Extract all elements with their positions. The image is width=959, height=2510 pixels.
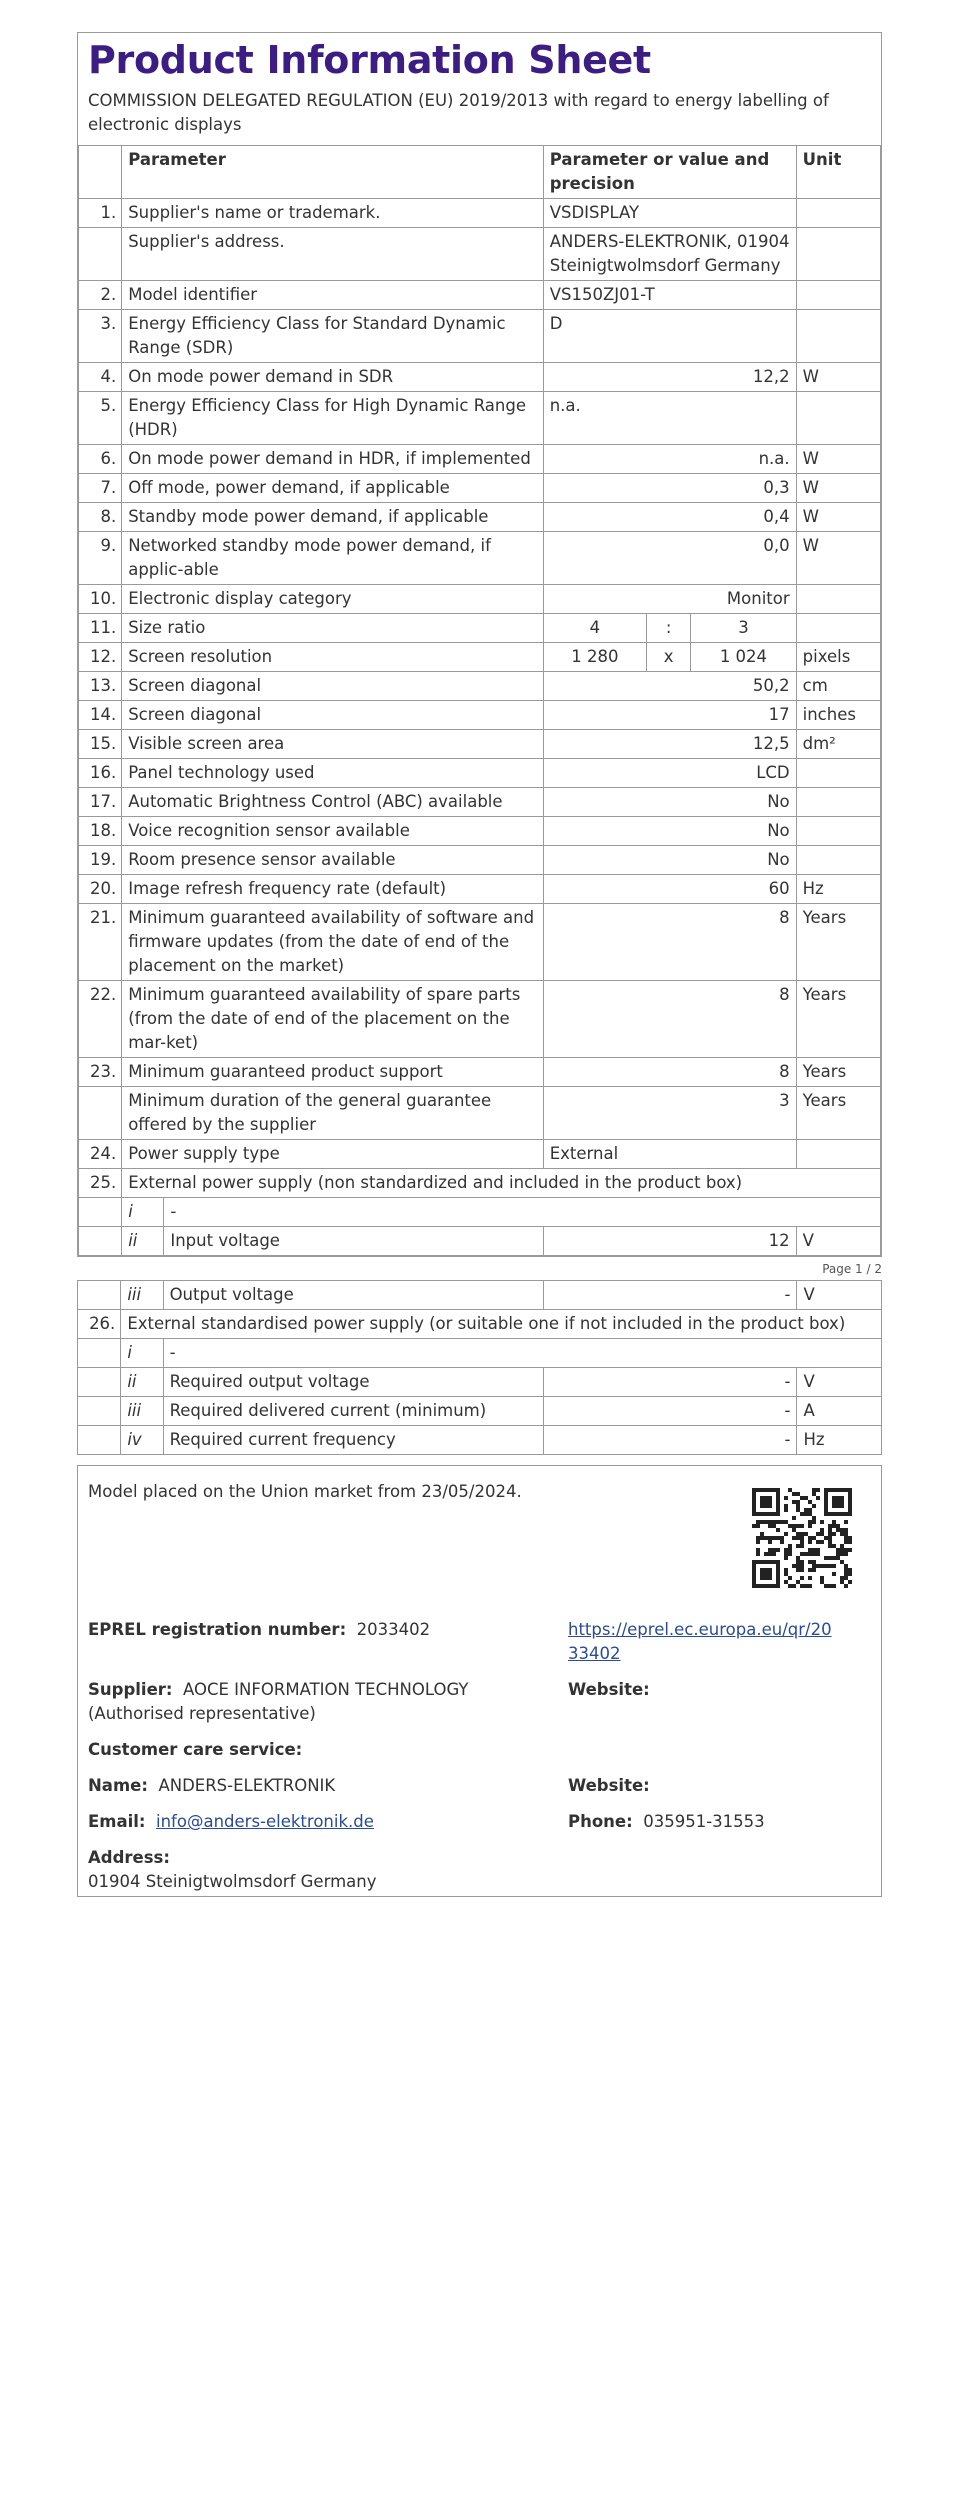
name-label: Name: [88,1776,148,1795]
supplier-label: Supplier: [88,1680,173,1699]
row-value: External [543,1140,796,1169]
row-parameter: Model identifier [122,281,544,310]
table-row [79,199,881,228]
row-parameter: Automatic Brightness Control (ABC) available [122,788,544,817]
row-unit: Hz [796,875,880,904]
row-number [79,1087,122,1140]
header-unit: Unit [796,146,880,199]
eprel-number: 2033402 [356,1620,431,1639]
email-label: Email: [88,1812,146,1831]
row-number: 13. [79,672,122,701]
table-row [79,474,881,503]
row-number: 10. [79,585,122,614]
row-unit: Hz [797,1426,882,1455]
row-parameter: On mode power demand in HDR, if implemented [122,445,544,474]
row-value: D [543,310,796,363]
row-unit [796,199,880,228]
row-number [79,1198,122,1227]
row-value: 12,5 [543,730,796,759]
row-value: - [543,1368,797,1397]
row-number: 8. [79,503,122,532]
row-value: No [543,846,796,875]
row-value: 12,2 [543,363,796,392]
row-value: 0,3 [543,474,796,503]
row-parameter: Minimum guaranteed availability of spare parts (from the date of end of the placement on the mar-ket) [122,981,544,1058]
table-row [79,1087,881,1140]
regulation-text: COMMISSION DELEGATED REGULATION (EU) 2019/2013 with regard to energy labelling of electronic displays [88,91,829,134]
row-roman: i [121,1339,163,1368]
row-number: 18. [79,817,122,846]
table-row [79,817,881,846]
row-number: 11. [79,614,122,643]
row-unit [796,228,880,281]
header-value: Parameter or value and precision [543,146,796,199]
row-unit [796,281,880,310]
row-number [79,1227,122,1256]
table-row [78,1397,882,1426]
row-number [78,1426,121,1455]
row-value-b: 1 024 [691,643,796,672]
row-parameter: External standardised power supply (or suitable one if not included in the product box) [121,1310,882,1339]
row-value-b: 3 [691,614,796,643]
row-parameter: Electronic display category [122,585,544,614]
row-unit [796,614,880,643]
row-unit: W [796,363,880,392]
row-unit: Years [796,904,880,981]
row-parameter: Power supply type [122,1140,544,1169]
row-value: 60 [543,875,796,904]
row-unit: A [797,1397,882,1426]
row-parameter: Required current frequency [163,1426,543,1455]
phone-row [568,1810,765,1834]
supplier-row [88,1678,558,1726]
table-row [78,1368,882,1397]
parameters-table-continued [77,1280,882,1455]
row-value: VS150ZJ01-T [543,281,796,310]
table-row [79,614,881,643]
website2-label: Website: [568,1776,650,1795]
row-roman: ii [121,1368,163,1397]
row-number: 20. [79,875,122,904]
table-row [79,1169,881,1198]
row-parameter: Visible screen area [122,730,544,759]
row-roman: i [122,1198,164,1227]
row-value: - [543,1281,797,1310]
row-parameter: Screen resolution [122,643,544,672]
name-value: ANDERS-ELEKTRONIK [158,1776,336,1795]
row-value: No [543,817,796,846]
table-row [78,1339,882,1368]
table-row [79,392,881,445]
table-body-continued [78,1281,882,1455]
row-unit [796,846,880,875]
row-parameter: Minimum duration of the general guarantee offered by the supplier [122,1087,544,1140]
row-unit: Years [796,1087,880,1140]
row-value: 17 [543,701,796,730]
name-row [88,1774,335,1798]
table-row [79,1198,881,1227]
row-parameter: On mode power demand in SDR [122,363,544,392]
row-unit [796,817,880,846]
table-row [79,981,881,1058]
row-value: Monitor [543,585,796,614]
row-parameter: Panel technology used [122,759,544,788]
row-parameter: - [164,1198,881,1227]
row-parameter: Screen diagonal [122,672,544,701]
row-parameter: Screen diagonal [122,701,544,730]
row-unit: W [796,474,880,503]
row-unit [796,585,880,614]
table-row [78,1310,882,1339]
row-number: 23. [79,1058,122,1087]
customer-care-label: Customer care service: [88,1740,303,1759]
row-roman: ii [122,1227,164,1256]
row-unit [796,759,880,788]
row-parameter: Required delivered current (minimum) [163,1397,543,1426]
row-value-separator: : [646,614,690,643]
row-value: 8 [543,981,796,1058]
row-unit: W [796,532,880,585]
row-parameter: External power supply (non standardized and included in the product box) [122,1169,881,1198]
row-value-a: 4 [543,614,646,643]
table-row [79,701,881,730]
row-number: 15. [79,730,122,759]
table-row [78,1426,882,1455]
row-parameter: Supplier's address. [122,228,544,281]
row-unit [796,392,880,445]
table-row [79,759,881,788]
table-row [79,532,881,585]
row-number: 24. [79,1140,122,1169]
row-parameter: Size ratio [122,614,544,643]
eprel-link-wrap [568,1618,858,1666]
row-value: n.a. [543,445,796,474]
address-value: 01904 Steinigtwolmsdorf Germany [88,1872,377,1891]
row-parameter: Input voltage [164,1227,543,1256]
row-unit [796,1140,880,1169]
row-value: n.a. [543,392,796,445]
row-parameter: Voice recognition sensor available [122,817,544,846]
row-value: 0,0 [543,532,796,585]
table-row [79,228,881,281]
row-number: 6. [79,445,122,474]
row-value: VSDISPLAY [543,199,796,228]
row-number: 19. [79,846,122,875]
row-number: 7. [79,474,122,503]
table-row [79,1140,881,1169]
row-number: 17. [79,788,122,817]
table-body [79,199,881,1256]
row-unit: Years [796,1058,880,1087]
table-row [79,281,881,310]
row-parameter: Off mode, power demand, if applicable [122,474,544,503]
row-value: ANDERS-ELEKTRONIK, 01904 Steinigtwolmsdorf Germany [543,228,796,281]
row-number: 12. [79,643,122,672]
row-parameter: Networked standby mode power demand, if applic-able [122,532,544,585]
email-row [88,1810,374,1834]
row-value: 50,2 [543,672,796,701]
row-number: 22. [79,981,122,1058]
table-row [79,643,881,672]
row-value: 3 [543,1087,796,1140]
row-number: 3. [79,310,122,363]
row-unit [796,788,880,817]
placed-on-market-text: Model placed on the Union market from 23/05/2024. [88,1482,522,1501]
table-row [79,503,881,532]
row-parameter: Energy Efficiency Class for High Dynamic Range (HDR) [122,392,544,445]
row-number [79,228,122,281]
row-number: 5. [79,392,122,445]
row-unit [796,310,880,363]
row-parameter: Required output voltage [163,1368,543,1397]
table-row [79,672,881,701]
row-roman: iii [121,1281,163,1310]
row-value: No [543,788,796,817]
row-unit: W [796,445,880,474]
table-row [79,445,881,474]
row-number: 14. [79,701,122,730]
address-row [88,1846,376,1894]
row-value: 8 [543,1058,796,1087]
row-value: - [543,1397,797,1426]
row-parameter: Minimum guaranteed availability of software and firmware updates (from the date of end of the placement on the market) [122,904,544,981]
row-number [78,1339,121,1368]
eprel-link[interactable]: https://eprel.ec.europa.eu/qr/20 33402 [568,1620,832,1663]
row-unit: Years [796,981,880,1058]
email-link[interactable]: info@anders-elektronik.de [156,1812,374,1831]
table-row [79,1058,881,1087]
row-unit: W [796,503,880,532]
website-row [568,1678,650,1702]
website2-row [568,1774,650,1798]
row-number: 25. [79,1169,122,1198]
parameters-table [78,145,881,1256]
header-parameter: Parameter [122,146,544,199]
page-title: Product Information Sheet [88,38,651,82]
row-unit: dm² [796,730,880,759]
table-row [79,585,881,614]
row-number: 2. [79,281,122,310]
table-row [79,875,881,904]
page-number: Page 1 / 2 [822,1262,882,1276]
product-info-box [77,1465,882,1897]
row-unit: V [796,1227,880,1256]
row-parameter: Image refresh frequency rate (default) [122,875,544,904]
row-value: 8 [543,904,796,981]
row-number: 16. [79,759,122,788]
continued-table [77,1280,882,1455]
row-number: 9. [79,532,122,585]
table-row [79,846,881,875]
row-parameter: Output voltage [163,1281,543,1310]
row-number: 21. [79,904,122,981]
table-row [79,730,881,759]
table-row [79,904,881,981]
eprel-row [88,1618,430,1642]
row-number: 4. [79,363,122,392]
row-parameter: Supplier's name or trademark. [122,199,544,228]
qr-code-icon[interactable] [752,1488,852,1588]
row-value: LCD [543,759,796,788]
row-parameter: Standby mode power demand, if applicable [122,503,544,532]
row-roman: iii [121,1397,163,1426]
product-information-sheet [77,32,882,1257]
website-label: Website: [568,1680,650,1699]
address-label: Address: [88,1848,170,1867]
row-parameter: Room presence sensor available [122,846,544,875]
row-value: 12 [543,1227,796,1256]
row-number [78,1368,121,1397]
header-number [79,146,122,199]
row-parameter: Energy Efficiency Class for Standard Dynamic Range (SDR) [122,310,544,363]
row-roman: iv [121,1426,163,1455]
row-value: - [543,1426,797,1455]
row-parameter: Minimum guaranteed product support [122,1058,544,1087]
row-unit: inches [796,701,880,730]
table-row [79,310,881,363]
row-number: 1. [79,199,122,228]
row-unit: pixels [796,643,880,672]
table-row [78,1281,882,1310]
phone-label: Phone: [568,1812,633,1831]
row-unit: cm [796,672,880,701]
customer-care-heading [88,1738,302,1762]
row-unit: V [797,1368,882,1397]
table-row [79,788,881,817]
table-row [79,363,881,392]
row-value-separator: x [646,643,690,672]
row-number [78,1281,121,1310]
table-header-row [79,146,881,199]
row-number: 26. [78,1310,121,1339]
phone-value: 035951-31553 [643,1812,765,1831]
table-row [79,1227,881,1256]
row-unit: V [797,1281,882,1310]
row-value: 0,4 [543,503,796,532]
row-parameter: - [163,1339,881,1368]
row-value-a: 1 280 [543,643,646,672]
sheet-header [78,33,881,145]
eprel-label: EPREL registration number: [88,1620,347,1639]
row-number [78,1397,121,1426]
supplier-value: AOCE INFORMATION TECHNOLOGY (Authorised representative) [88,1680,469,1723]
